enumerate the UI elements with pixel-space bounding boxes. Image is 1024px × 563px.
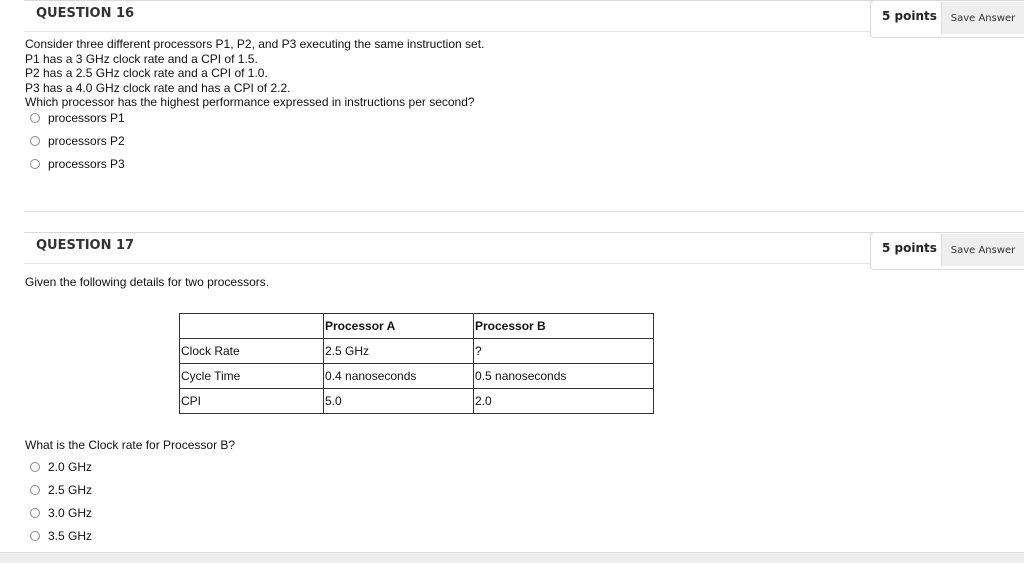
radio-button[interactable] <box>30 508 40 518</box>
table-header-cell: Processor B <box>474 314 654 339</box>
radio-button[interactable] <box>30 113 40 123</box>
question-16-text-line: P3 has a 4.0 GHz clock rate and has a CPI of 2.2. <box>25 80 291 95</box>
table-cell: 0.5 nanoseconds <box>474 364 654 389</box>
option-label: 2.0 GHz <box>48 460 93 474</box>
question-16-option-p2[interactable] <box>30 133 125 149</box>
question-16-title: QUESTION 16 <box>36 6 135 21</box>
processor-details-table <box>179 313 654 414</box>
question-16-text-line: P1 has a 3 GHz clock rate and a CPI of 1.5. <box>25 51 258 66</box>
option-label: processors P3 <box>48 157 125 171</box>
table-cell: 5.0 <box>324 389 474 414</box>
question-16-option-p3[interactable] <box>30 156 125 172</box>
table-cell <box>180 314 324 339</box>
question-17-option-2-0ghz[interactable] <box>30 459 92 475</box>
table-row <box>180 339 654 364</box>
question-16-text-line: Consider three different processors P1, P2, and P3 executing the same instruction set. <box>25 37 485 51</box>
table-cell: Cycle Time <box>180 364 324 389</box>
question-17-save-answer-button[interactable]: Save Answer <box>941 234 1024 266</box>
question-17-title: QUESTION 17 <box>36 238 135 253</box>
table-cell: 2.0 <box>474 389 654 414</box>
question-16-save-answer-button[interactable]: Save Answer <box>941 2 1024 34</box>
radio-button[interactable] <box>30 462 40 472</box>
question-16-points-box <box>870 0 1024 38</box>
table-cell: Clock Rate <box>180 339 324 364</box>
question-17-option-3-5ghz[interactable] <box>30 528 92 544</box>
question-17-intro: Given the following details for two processors. <box>25 275 270 289</box>
radio-button[interactable] <box>30 531 40 541</box>
question-17-points-box <box>870 232 1024 270</box>
question-17-option-2-5ghz[interactable] <box>30 482 92 498</box>
question-17-option-3-0ghz[interactable] <box>30 505 92 521</box>
radio-button[interactable] <box>30 136 40 146</box>
question-16-text-line: P2 has a 2.5 GHz clock rate and a CPI of 1.0. <box>25 66 268 80</box>
table-header-row <box>180 314 654 339</box>
table-cell: CPI <box>180 389 324 414</box>
option-label: processors P2 <box>48 134 125 148</box>
table-row <box>180 389 654 414</box>
table-row <box>180 364 654 389</box>
option-label: processors P1 <box>48 111 125 125</box>
question-16-text <box>25 37 484 110</box>
table-cell: 2.5 GHz <box>324 339 474 364</box>
radio-button[interactable] <box>30 159 40 169</box>
question-16-points: 5 points <box>882 9 937 23</box>
table-cell: 0.4 nanoseconds <box>324 364 474 389</box>
question-16-header <box>24 0 1024 32</box>
table-header-cell: Processor A <box>324 314 474 339</box>
question-divider <box>24 211 1024 212</box>
question-16-option-p1[interactable] <box>30 110 125 126</box>
radio-button[interactable] <box>30 485 40 495</box>
bottom-scroll-edge <box>0 552 1024 563</box>
question-17-header <box>24 232 1024 264</box>
question-17-prompt: What is the Clock rate for Processor B? <box>25 438 236 452</box>
question-16-text-line: Which processor has the highest performance expressed in instructions per second? <box>25 95 475 109</box>
option-label: 3.5 GHz <box>48 529 93 543</box>
option-label: 3.0 GHz <box>48 506 93 520</box>
table-cell: ? <box>474 339 654 364</box>
question-17-points: 5 points <box>882 241 937 255</box>
option-label: 2.5 GHz <box>48 483 93 497</box>
